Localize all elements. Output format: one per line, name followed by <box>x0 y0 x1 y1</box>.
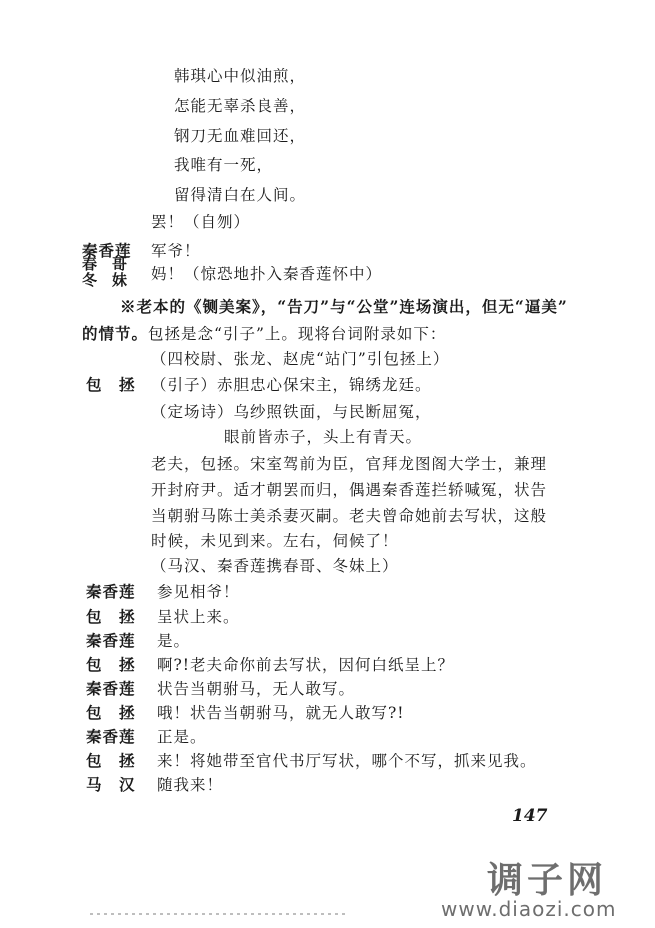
stage-direction: （马汉、秦香莲携春哥、冬妹上） <box>151 557 399 575</box>
dialogue-text: 啊?!老夫命你前去写状，因何白纸呈上？ <box>157 656 455 674</box>
verse-line: 留得清白在人间。 <box>174 186 307 204</box>
dialogue-text: 随我来！ <box>157 776 224 794</box>
note-line: ※老本的《铡美案》，“告刀”与“公堂”连场演出，但无“逼美” <box>120 297 568 316</box>
speech-line: （引子）赤胆忠心保宋主，锦绣龙廷。 <box>151 376 432 394</box>
scan-noise <box>90 913 345 915</box>
dialogue-text: 妈！（惊恐地扑入秦香莲怀中） <box>151 265 383 283</box>
verse-end: 罢！（自刎） <box>151 213 251 231</box>
speech-line: 开封府尹。适才朝罢而归，偶遇秦香莲拦轿喊冤，状告 <box>151 481 548 499</box>
speech-line: （定场诗）乌纱照铁面，与民断屈冤， <box>151 403 432 421</box>
speech-line: 老夫，包拯。宋室驾前为臣，官拜龙图阁大学士，兼理 <box>151 455 548 473</box>
dialogue-text: 呈状上来。 <box>157 608 240 626</box>
dialogue-text: 军爷！ <box>151 242 201 260</box>
dialogue-text: 参见相爷！ <box>157 583 240 601</box>
speaker-name: 包 拯 <box>86 751 136 770</box>
watermark-url: www.diaozi.com <box>441 897 617 921</box>
speaker-name: 春 哥 <box>82 255 128 273</box>
speaker-name: 包 拯 <box>86 607 136 626</box>
dialogue-text: 状告当朝驸马，无人敢写。 <box>157 680 356 698</box>
speaker-name: 秦香莲 <box>86 631 136 650</box>
speaker-name: 秦香莲 <box>82 241 132 260</box>
verse-line: 我唯有一死， <box>174 156 274 174</box>
dialogue-text: 正是。 <box>157 728 207 746</box>
speaker-name: 秦香莲 <box>86 727 136 746</box>
note-line <box>82 325 446 343</box>
note-rest: 包拯是念“引子”上。现将台词附录如下： <box>148 325 447 343</box>
dialogue-text: 来！将她带至官代书厅写状，哪个不写，抓来见我。 <box>157 752 537 770</box>
speaker-name: 秦香莲 <box>86 679 136 698</box>
speaker-name: 包 拯 <box>86 655 136 674</box>
speech-line: 眼前皆赤子，头上有青天。 <box>224 428 423 446</box>
speaker-name: 秦香莲 <box>86 582 136 601</box>
verse-line: 韩琪心中似油煎， <box>174 67 307 85</box>
stage-direction: （四校尉、张龙、赵虎“站门”引包拯上） <box>151 350 450 368</box>
speaker-name: 冬 妹 <box>82 271 128 289</box>
watermark-title: 调子网 <box>487 860 608 901</box>
speech-line: 时候，未见到来。左右，伺候了！ <box>151 532 399 550</box>
speaker-name: 包 拯 <box>86 375 136 394</box>
dialogue-text: 是。 <box>157 632 191 650</box>
speaker-name: 马 汉 <box>86 775 136 794</box>
verse-line: 钢刀无血难回还， <box>174 127 307 145</box>
dialogue-text: 哦！状告当朝驸马，就无人敢写?! <box>157 704 405 722</box>
speech-line: 当朝驸马陈士美杀妻灭嗣。老夫曾命她前去写状，这般 <box>151 507 548 525</box>
page-number: 147 <box>512 806 548 826</box>
note-bold: 的情节。 <box>82 324 149 343</box>
verse-line: 怎能无辜杀良善， <box>174 97 307 115</box>
speaker-name: 包 拯 <box>86 703 136 722</box>
